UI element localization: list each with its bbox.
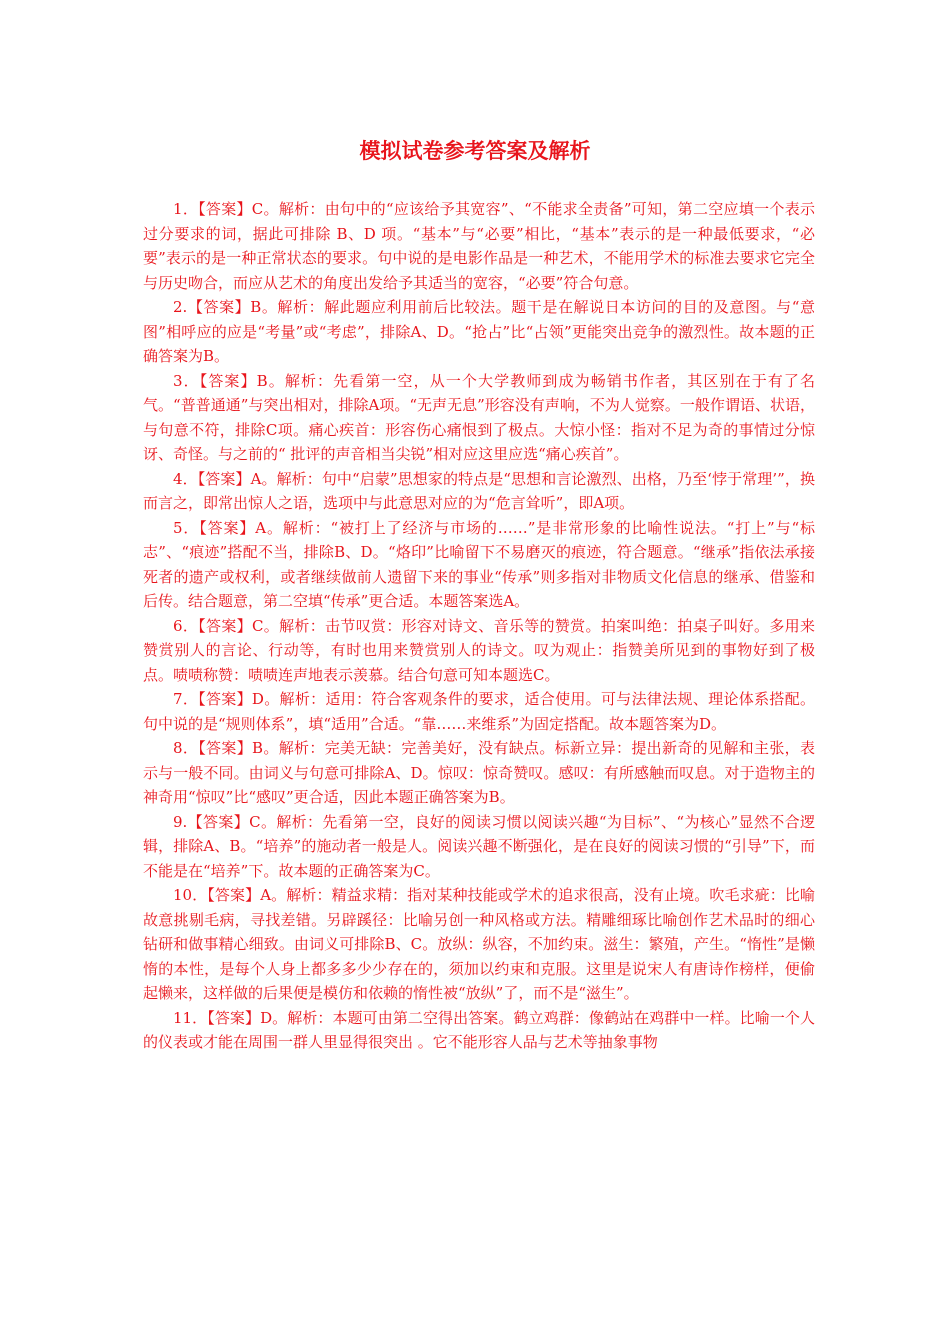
- answer-paragraph-11: 11．【答案】D。解析：本题可由第二空得出答案。鹤立鸡群：像鹤站在鸡群中一样。比喻一个人的仪表或才能在周围一群人里显得很突出 。它不能形容人品与艺术等抽象事物: [143, 1008, 815, 1051]
- page-title: 模拟试卷参考答案及解析: [359, 138, 591, 163]
- answer-paragraph-10: 10．【答案】A。解析：精益求精：指对某种技能或学术的追求很高，没有止境。吹毛求疵：比喻故意挑剔毛病，寻找差错。另辟蹊径：比喻另创一种风格或方法。精雕细琢比喻创作艺术品时的细心钻研和做事精心细致。由词义可排除B、C。放纵：纵容，不加约束。滋生：繁殖，产生。“惰性”是懒惰的本性，是每个人身上都多多少少存在的，须加以约束和克服。这里是说宋人有唐诗作榜样，便偷起懒来，这样做的后果便是模仿和依赖的惰性被“放纵”了，而不是“滋生”。: [143, 886, 815, 1002]
- answer-paragraph-7: 7．【答案】D。解析：适用：符合客观条件的要求，适合使用。可与法律法规、理论体系搭配。句中说的是“规则体系”，填“适用”合适。“靠……来维系”为固定搭配。故本题答案为D。: [143, 690, 815, 733]
- answer-paragraph-5: 5．【答案】A。解析：“被打上了经济与市场的……”是非常形象的比喻性说法。“打上”与“标志”、“痕迹”搭配不当，排除B、D。“烙印”比喻留下不易磨灭的痕迹，符合题意。“继承”指依法承接死者的遗产或权利，或者继续做前人遗留下来的事业“传承”则多指对非物质文化信息的继承、借鉴和后传。结合题意，第二空填“传承”更合适。本题答案选A。: [143, 518, 815, 610]
- answer-paragraph-3: 3．【答案】B。解析：先看第一空，从一个大学教师到成为畅销书作者，其区别在于有了名气。“普普通通”与突出相对，排除A项。“无声无息”形容没有声响，不为人觉察。一般作谓语、状语，与句意不符，排除C项。痛心疾首：形容伤心痛恨到了极点。大惊小怪：指对不足为奇的事情过分惊讶、奇怪。与之前的“ 批评的声音相当尖锐”相对应这里应选“痛心疾首”。: [143, 371, 815, 463]
- answer-paragraph-9: 9.【答案】C。解析：先看第一空，良好的阅读习惯以阅读兴趣“为目标”、“为核心”显然不合逻辑，排除A、B。“培养”的施动者一般是人。阅读兴趣不断强化，是在良好的阅读习惯的“引导”下，而不能是在“培养”下。故本题的正确答案为C。: [143, 812, 815, 880]
- answer-list: [143, 197, 815, 1055]
- answer-paragraph-8: 8．【答案】B。解析：完美无缺：完善美好，没有缺点。标新立异：提出新奇的见解和主张，表示与一般不同。由词义与句意可排除A、D。惊叹：惊奇赞叹。感叹：有所感触而叹息。对于造物主的神奇用“惊叹”比“感叹”更合适，因此本题正确答案为B。: [143, 739, 815, 806]
- answer-paragraph-4: 4．【答案】A。解析：句中“启蒙”思想家的特点是“思想和言论激烈、出格，乃至‘悖于常理’”，换而言之，即常出惊人之语，选项中与此意思对应的为“危言耸听”，即A项。: [143, 469, 815, 512]
- answer-paragraph-6: 6．【答案】C。解析：击节叹赏：形容对诗文、音乐等的赞赏。拍案叫绝：拍桌子叫好。多用来赞赏别人的言论、行动等，有时也用来赞赏别人的诗文。叹为观止：指赞美所见到的事物好到了极点。啧啧称赞：啧啧连声地表示羡慕。结合句意可知本题选C。: [143, 616, 815, 684]
- answer-paragraph-2: 2.【答案】B。解析：解此题应利用前后比较法。题干是在解说日本访问的目的及意图。与“意图”相呼应的应是“考量”或“考虑”，排除A、D。“抢占”比“占领”更能突出竞争的激烈性。故本题的正确答案为B。: [143, 298, 815, 365]
- answer-paragraph-1: 1．【答案】C。解析：由句中的“应该给予其宽容”、“不能求全责备”可知，第二空应填一个表示过分要求的词，据此可排除 B、D 项。“基本”与“必要”相比，“基本”表示的是一种最低要求，“必要”表示的是一种正常状态的要求。句中说的是电影作品是一种艺术，不能用学术的标准去要求它完全与历史吻合，而应从艺术的角度出发给予其适当的宽容，“必要”符合句意。: [143, 200, 815, 292]
